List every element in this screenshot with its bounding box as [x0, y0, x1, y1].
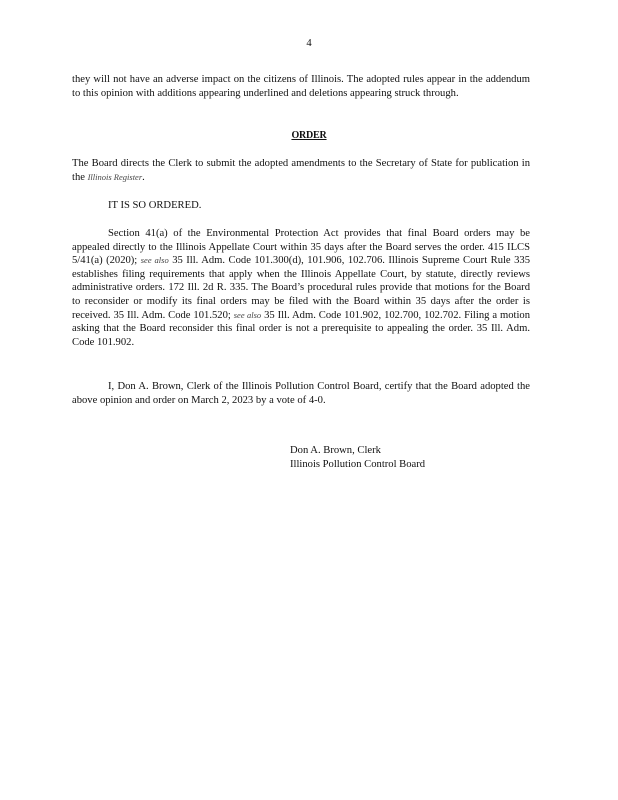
- so-ordered: IT IS SO ORDERED.: [108, 200, 202, 211]
- see-also-italic: see also: [233, 309, 262, 320]
- signature-name: Don A. Brown, Clerk: [290, 445, 381, 456]
- signature-title: Illinois Pollution Control Board: [290, 458, 426, 470]
- appeal-text-1: Section 41(a) of the Environmental Protection Act provides that final Board orders may be appealed directly to the Illinois Appellate Court within 35 days after the Board serves the order. 415 ILCS 5/41(a) (2020);: [72, 228, 530, 267]
- see-also-italic: see also: [140, 255, 169, 266]
- page-number: 4: [306, 38, 312, 49]
- order-heading: [0, 129, 618, 143]
- signature-block: [290, 444, 530, 471]
- illinois-register-italic: Illinois Register: [87, 171, 143, 182]
- appeal-paragraph: [72, 227, 530, 349]
- order-text-end: .: [142, 171, 145, 183]
- intro-paragraph: they will not have an adverse impact on the citizens of Illinois. The adopted rules appear in the addendum to this opinion with additions appearing underlined and deletions appearing struck through.: [72, 74, 530, 99]
- order-paragraph: [72, 157, 530, 184]
- order-heading-text: ORDER: [291, 130, 327, 141]
- appeal-text-3: 35 Ill. Adm. Code 101.902, 102.700, 102.702. Filing a motion asking that the Board reconsider this final order is not a prerequisite to appealing the order. 35 Ill. Adm. Code 101.902.: [72, 309, 530, 348]
- order-text: The Board directs the Clerk to submit the adopted amendments to the Secretary of State for publication in the: [72, 158, 530, 183]
- certification-paragraph: I, Don A. Brown, Clerk of the Illinois Pollution Control Board, certify that the Board adopted the above opinion and order on March 2, 2023 by a vote of 4-0.: [72, 381, 530, 406]
- appeal-text-2: 35 Ill. Adm. Code 101.300(d), 101.906, 102.706. Illinois Supreme Court Rule 335 establishes filing requirements that apply when the Illinois Appellate Court, by statute, directly reviews administrative orders. 172 Ill. 2d R. 335. The Board’s procedural rules provide that motions for the Board to reconsider or modify its final orders may be filed with the Board within 35 days after the order is received. 35 Ill. Adm. Code 101.520;: [72, 255, 530, 321]
